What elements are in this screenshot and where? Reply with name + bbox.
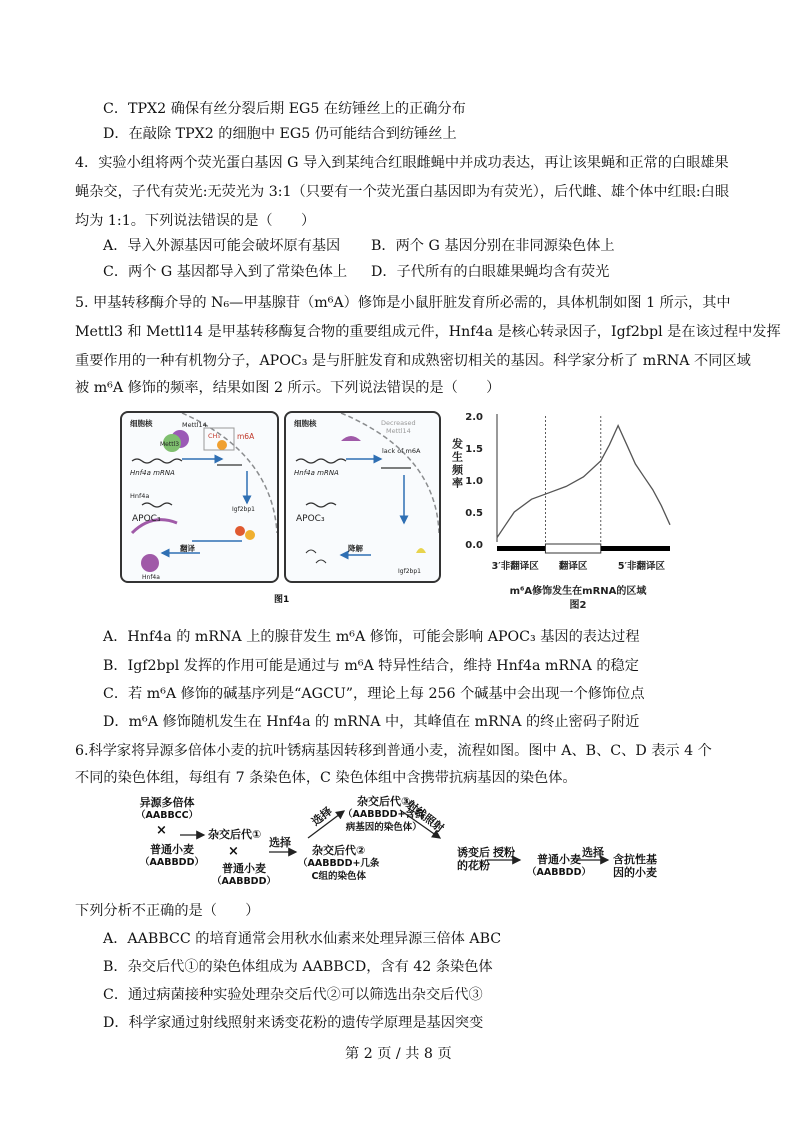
right-nucleus-label: 细胞核 bbox=[294, 419, 317, 428]
q6-stem-line2: 不同的染色体组，每组有 7 条染色体，C 染色体组中含携带抗病基因的染色体。 bbox=[75, 770, 577, 786]
q6-option-d: D．科学家通过射线照射来诱变花粉的遗传学原理是基因突变 bbox=[103, 1015, 484, 1031]
figure1-left-svg bbox=[122, 413, 277, 581]
q4-stem-line3: 均为 1:1。下列说法错误的是（ ） bbox=[75, 213, 316, 229]
y-tick-label: 1.5 bbox=[465, 444, 483, 455]
left-translate-label: 翻译 bbox=[180, 544, 195, 553]
figure2-caption: 图2 bbox=[569, 600, 587, 611]
flow-parent1: 异源多倍体 （AABBCC） bbox=[136, 796, 199, 821]
q5-stem-line2: Mettl3 和 Mettl14 是甲基转移酶复合物的重要组成元件，Hnf4a 是核心转录因子，Igf2bpl 是在该过程中发挥 bbox=[75, 324, 781, 340]
flow-select2: 选择 bbox=[309, 804, 335, 829]
right-mettl14-label: Mettl14 bbox=[386, 427, 411, 435]
flow-f1: 杂交后代① bbox=[208, 828, 262, 841]
flow-select1: 选择 bbox=[269, 836, 291, 849]
q4-option-c: C．两个 G 基因都导入到了常染色体上 bbox=[103, 264, 348, 280]
q6-option-c: C．通过病菌接种实验处理杂交后代②可以筛选出杂交后代③ bbox=[103, 987, 483, 1003]
right-igf2bp1-label: Igf2bp1 bbox=[398, 568, 421, 575]
q6-question: 下列分析不正确的是（ ） bbox=[75, 903, 260, 919]
igf2bp1-dot1 bbox=[235, 526, 245, 536]
right-lack-label: lack of m6A bbox=[382, 447, 421, 455]
hnf4a-protein-blob bbox=[141, 554, 159, 572]
flow-f2: 杂交后代② （AABBDD+几条 C组的染色体 bbox=[298, 844, 380, 882]
y-tick-label: 0.0 bbox=[465, 540, 483, 551]
left-hnf4a-mrna-label: Hnf4a mRNA bbox=[130, 469, 175, 477]
flow-parent4: 普通小麦 （AABBDD） bbox=[527, 853, 591, 878]
q5-option-a: A．Hnf4a 的 mRNA 上的腺苷发生 m⁶A 修饰，可能会影响 APOC₃ 基因的表达过程 bbox=[103, 629, 640, 645]
q5-stem-line1: 5. 甲基转移酶介导的 N₆—甲基腺苷（m⁶A）修饰是小鼠肝脏发育所必需的，具体机制如图 1 所示，其中 bbox=[75, 295, 731, 311]
flow-cross2: × bbox=[228, 844, 239, 859]
y-tick-label: 2.0 bbox=[465, 412, 483, 423]
left-apoc3-label: APOC₃ bbox=[132, 514, 161, 524]
flow-parent2: 普通小麦 （AABBDD） bbox=[140, 843, 204, 868]
figure1-left-panel bbox=[120, 411, 279, 583]
figure1-right-svg bbox=[286, 413, 439, 581]
q6-option-b: B．杂交后代①的染色体组成为 AABBCD，含有 42 条染色体 bbox=[103, 959, 493, 975]
q5-stem-line3: 重要作用的一种有机物分子，APOC₃ 是与肝脏发育和成熟密切相关的基因。科学家分析了 mRNA 不同区域 bbox=[75, 353, 751, 369]
q4-stem-line2: 蝇杂交，子代有荧光:无荧光为 3:1（只要有一个荧光蛋白基因即为有荧光），后代雌、雄个体中红眼:白眼 bbox=[75, 184, 730, 200]
igf2bp1-dot2 bbox=[245, 530, 255, 540]
flow-result: 含抗性基 因的小麦 bbox=[613, 853, 657, 879]
right-apoc3-label: APOC₃ bbox=[296, 514, 325, 524]
q5-stem-line4: 被 m⁶A 修饰的频率，结果如图 2 所示。下列说法错误的是（ ） bbox=[75, 380, 501, 396]
q3-option-c: C．TPX2 确保有丝分裂后期 EG5 在纺锤丝上的正确分布 bbox=[103, 101, 466, 117]
region-label-3utr: 3′非翻译区 bbox=[491, 561, 539, 572]
flow-irradiate: 射线照射 bbox=[403, 797, 447, 836]
left-igf2bp1-label: Igf2bp1 bbox=[232, 506, 255, 513]
region-label-5utr: 5′非翻译区 bbox=[617, 561, 665, 572]
left-hnf4a-label: Hnf4a bbox=[130, 492, 150, 500]
q4-option-d: D．子代所有的白眼雄果蝇均含有荧光 bbox=[371, 264, 610, 280]
figure2-chart bbox=[445, 404, 675, 614]
flow-pollinate: 授粉 bbox=[493, 846, 515, 859]
frequency-curve bbox=[497, 426, 670, 538]
figure1-caption: 图1 bbox=[274, 595, 290, 605]
q6-option-a: A．AABBCC 的培育通常会用秋水仙素来处理异源三倍体 ABC bbox=[103, 931, 502, 947]
region-bar-cds bbox=[545, 544, 600, 553]
flow-f3: 杂交后代③ （AABBDD+含抗 病基因的染色体） bbox=[343, 795, 425, 833]
left-mettl14-label: Mettl14 bbox=[182, 421, 207, 429]
q5-option-b: B．Igf2bpl 发挥的作用可能是通过与 m⁶A 特异性结合，维持 Hnf4a mRNA 的稳定 bbox=[103, 658, 639, 674]
q3-option-d: D．在敲除 TPX2 的细胞中 EG5 仍可能结合到纺锤丝上 bbox=[103, 126, 457, 142]
left-mettl3-label: Mettl3 bbox=[160, 441, 180, 448]
flow-select3: 选择 bbox=[582, 846, 604, 859]
m6a-dot bbox=[217, 440, 227, 450]
right-decreased-label: Decreased bbox=[381, 419, 416, 427]
left-hnf4a-protein-label: Hnf4a bbox=[142, 574, 160, 581]
right-hnf4a-mrna-label: Hnf4a mRNA bbox=[294, 469, 339, 477]
flow-parent3: 普通小麦 （AABBDD） bbox=[212, 862, 276, 887]
left-nucleus-label: 细胞核 bbox=[130, 419, 153, 428]
region-label-cds: 翻译区 bbox=[558, 561, 588, 572]
figure2-xlabel: m⁶A修饰发生在mRNA的区域 bbox=[509, 586, 647, 597]
q6-stem-line1: 6.科学家将异源多倍体小麦的抗叶锈病基因转移到普通小麦，流程如图。图中 A、B、C、D 表示 4 个 bbox=[75, 743, 712, 759]
flow-pollen: 诱变后 的花粉 bbox=[457, 846, 490, 872]
left-m6a-label: m6A bbox=[237, 432, 255, 441]
page-footer: 第 2 页 / 共 8 页 bbox=[345, 1046, 452, 1062]
q4-option-a: A．导入外源基因可能会破坏原有基因 bbox=[103, 238, 341, 254]
figure1-right-panel bbox=[284, 411, 441, 583]
q4-stem-line1: 4．实验小组将两个荧光蛋白基因 G 导入到某纯合红眼雌蝇中并成功表达，再让该果蝇和正常的白眼雄果 bbox=[75, 155, 729, 171]
q4-option-b: B．两个 G 基因分别在非同源染色体上 bbox=[371, 238, 615, 254]
q5-option-d: D．m⁶A 修饰随机发生在 Hnf4a 的 mRNA 中，其峰值在 mRNA 的终止密码子附近 bbox=[103, 714, 640, 730]
y-tick-label: 1.0 bbox=[465, 476, 483, 487]
right-degrade-label: 降解 bbox=[348, 544, 363, 553]
flow-cross1: × bbox=[156, 823, 167, 838]
q5-option-c: C．若 m⁶A 修饰的碱基序列是“AGCU”，理论上每 256 个碱基中会出现一个修饰位点 bbox=[103, 686, 645, 702]
region-bar-3utr bbox=[497, 546, 545, 551]
figure2-ylabel: 发生频率 bbox=[450, 438, 464, 490]
left-ch3-label: CH₃ bbox=[208, 432, 221, 440]
y-tick-label: 0.5 bbox=[465, 508, 483, 519]
region-bar-5utr bbox=[601, 546, 670, 551]
